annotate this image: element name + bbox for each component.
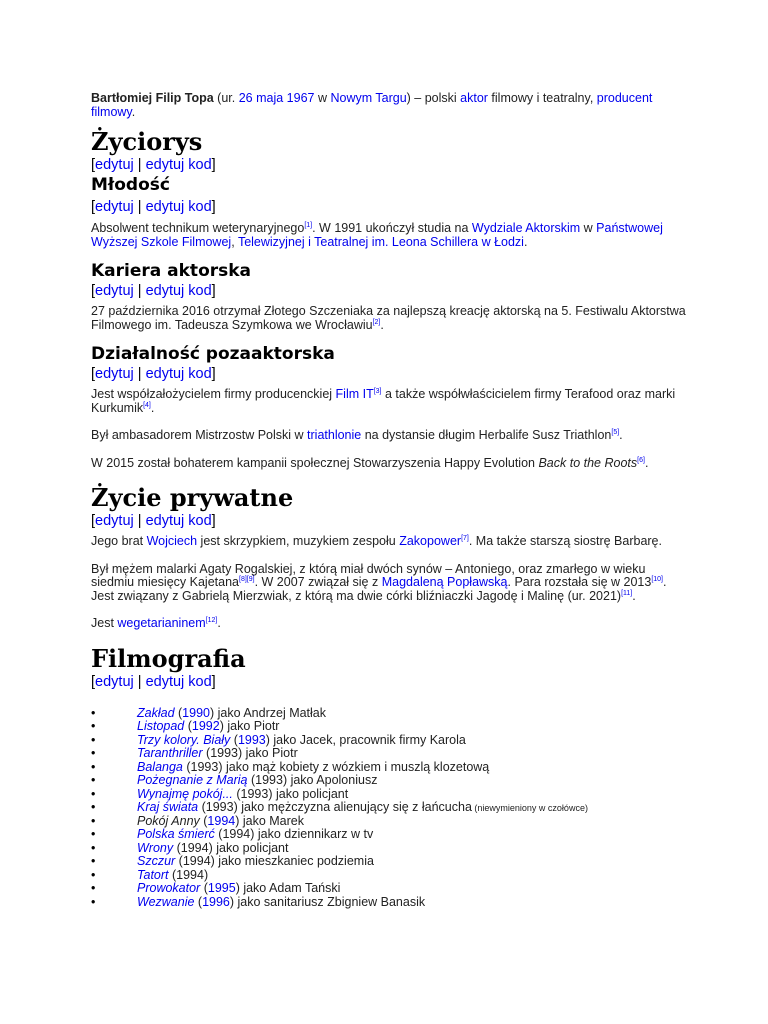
reference-link[interactable]: [10] <box>651 575 664 583</box>
reference-link[interactable]: [1] <box>304 221 313 229</box>
intro-paragraph: Bartłomiej Filip Topa (ur. 26 maja 1967 w Nowym Targu) – polski aktor filmowy i teatralny, producent filmowy. <box>91 91 653 119</box>
bullet-icon: • <box>91 854 96 868</box>
mlodosc-paragraph: Absolwent technikum weterynaryjnego[1]. W 1991 ukończył studia na Wydziale Aktorskim w Państwowej Wyższej Szkole Filmowej, Telewizyjnej i Teatralnej im. Leona Schillera w Łodzi. <box>91 221 663 249</box>
film-year: 1993 <box>205 800 234 814</box>
film-role: ) jako Adam Tański <box>235 881 341 895</box>
subsection-heading-kariera: Kariera aktorska <box>91 261 252 281</box>
film-title-link[interactable]: Tatort <box>137 867 169 882</box>
bullet-icon: • <box>91 719 96 733</box>
film-year-link[interactable]: 1994 <box>207 813 236 828</box>
wegetarianin-link[interactable]: wegetarianinem <box>117 616 206 630</box>
film-title-link[interactable]: Wrony <box>137 840 174 855</box>
article-subject-name: Bartłomiej Filip Topa <box>91 91 214 105</box>
edit-code-link[interactable]: edytuj kod <box>145 199 212 215</box>
edit-links: [edytuj | edytuj kod] <box>91 283 216 299</box>
film-list-item: • Listopad (1992) jako Piotr <box>91 719 280 733</box>
section-heading-zyciorys: Życiorys <box>91 127 203 156</box>
edit-code-link[interactable]: edytuj kod <box>145 673 212 690</box>
reference-link[interactable]: [5] <box>611 428 620 436</box>
subsection-heading-mlodosc: Młodość <box>91 175 170 195</box>
film-year: 1993 <box>240 786 269 801</box>
film-list-item: • Szczur (1994) jako mieszkaniec podziemia <box>91 854 374 868</box>
film-list-item: • Trzy kolory. Biały (1993) jako Jacek, pracownik firmy Karola <box>91 732 466 747</box>
film-list-item: • Wynajmę pokój... (1993) jako policjant <box>91 786 349 801</box>
film-year: 1994 <box>176 867 204 882</box>
film-list-item: • Wezwanie (1996) jako sanitariusz Zbigniew Banasik <box>91 894 426 909</box>
film-title: Pokój Anny <box>137 813 200 828</box>
edit-code-link[interactable]: edytuj kod <box>145 513 212 529</box>
film-year: 1993 <box>190 759 219 774</box>
magdalena-poplawska-link[interactable]: Magdaleną Popławską <box>381 575 508 589</box>
edit-links: [edytuj | edytuj kod] <box>91 157 216 173</box>
film-year-link[interactable]: 1993 <box>237 732 266 747</box>
edit-link[interactable]: edytuj <box>95 366 134 382</box>
film-title-link[interactable]: Balanga <box>137 759 183 774</box>
film-list-item: • Pożegnanie z Marią (1993) jako Apoloniusz <box>91 773 378 787</box>
wojciech-link[interactable]: Wojciech <box>146 534 198 548</box>
edit-code-link[interactable]: edytuj kod <box>145 283 212 299</box>
reference-link[interactable]: [11] <box>621 589 633 597</box>
edit-links: [edytuj | edytuj kod] <box>91 673 216 690</box>
dzialalnosc-paragraph-2: Był ambasadorem Mistrzostw Polski w triathlonie na dystansie długim Herbalife Susz Triathlon[5]. <box>91 428 623 442</box>
edit-link[interactable]: edytuj <box>95 513 134 529</box>
pwsftvit-link[interactable]: Państwowej Wyższej Szkole Filmowej <box>91 221 663 249</box>
birth-place-link[interactable]: Nowym Targu <box>330 91 407 105</box>
film-year-link[interactable]: 1995 <box>207 881 236 895</box>
film-title-link[interactable]: Prowokator <box>137 881 201 895</box>
birth-date-link[interactable]: 26 maja 1967 <box>238 91 315 105</box>
kariera-paragraph: 27 października 2016 otrzymał Złotego Szczeniaka za najlepszą kreację aktorską na 5. Festiwalu Aktorstwa Filmowego im. Tadeusza Szymkowa we Wrocławiu[2]. <box>91 304 686 332</box>
triathlon-link[interactable]: triathlonie <box>307 428 362 442</box>
film-title-link[interactable]: Trzy kolory. Biały <box>137 732 231 747</box>
film-year: 1994 <box>222 827 251 841</box>
edit-links: [edytuj | edytuj kod] <box>91 513 216 529</box>
film-year-link[interactable]: 1990 <box>182 705 210 720</box>
dzialalnosc-paragraph-1: Jest współzałożycielem firmy producenckiej Film IT[3] a także współwłaścicielem firmy Terafood oraz marki Kurkumik[4]. <box>91 387 676 415</box>
film-list-item: • Wrony (1994) jako policjant <box>91 840 289 855</box>
film-title-link[interactable]: Wynajmę pokój... <box>137 786 233 801</box>
film-title-link[interactable]: Pożegnanie z Marią <box>137 773 248 787</box>
reference-link[interactable]: [4] <box>143 401 151 409</box>
edit-link[interactable]: edytuj <box>95 157 134 173</box>
film-role: ) jako sanitariusz Zbigniew Banasik <box>229 894 426 909</box>
film-role: ) jako mieszkaniec podziemia <box>210 854 374 868</box>
film-list-item: • Balanga (1993) jako mąż kobiety z wózkiem i muszlą klozetową <box>91 759 490 774</box>
film-note: (niewymieniony w czołówce) <box>471 803 588 813</box>
film-year-link[interactable]: 1992 <box>191 719 220 733</box>
reference-link[interactable]: [7] <box>461 534 469 542</box>
film-list-item: • Kraj świata (1993) jako mężczyzna alienujący się z łańcucha (niewymieniony w czołówce) <box>91 800 588 814</box>
film-title-link[interactable]: Listopad <box>137 719 185 733</box>
film-title-link[interactable]: Taranthriller <box>137 746 203 760</box>
zycie-paragraph-2: Był mężem malarki Agaty Rogalskiej, z którą miał dwóch synów – Antoniego, oraz zmarłego w wieku siedmiu miesięcy Kajetana[8][9]. W 2007 związał się z Magdaleną Popławską. Para rozstała się w 2013[10]. Jest związany z Gabrielą Mierzwiak, z którą ma dwie córki bliźniaczki Jagodę i Malinę (ur. 2021)[11]. <box>91 561 667 603</box>
section-heading-filmografia: Filmografia <box>91 643 246 673</box>
film-year: 1993 <box>210 746 238 760</box>
zycie-paragraph-1: Jego brat Wojciech jest skrzypkiem, muzykiem zespołu Zakopower[7]. Ma także starszą siostrę Barbarę. <box>91 534 662 548</box>
film-list-item: • Prowokator (1995) jako Adam Tański <box>91 881 341 895</box>
bullet-icon: • <box>91 759 96 774</box>
bullet-icon: • <box>91 867 96 882</box>
bullet-icon: • <box>91 800 96 814</box>
film-role: ) jako Piotr <box>238 746 298 760</box>
film-role: ) jako dziennikarz w tv <box>250 827 374 841</box>
film-year: 1994 <box>182 854 211 868</box>
film-list-item: • Polska śmierć (1994) jako dziennikarz w tv <box>91 827 374 841</box>
edit-code-link[interactable]: edytuj kod <box>145 366 212 382</box>
film-role: ) jako Piotr <box>219 719 280 733</box>
film-list-item: • Taranthriller (1993) jako Piotr <box>91 746 298 760</box>
film-role: ) jako Jacek, pracownik firmy Karola <box>265 732 466 747</box>
film-list-item: • Zakład (1990) jako Andrzej Matłak <box>91 705 327 720</box>
article-content <box>91 92 691 909</box>
bullet-icon: • <box>91 746 96 760</box>
bullet-icon: • <box>91 786 96 801</box>
wydzial-aktorski-link[interactable]: Wydziale Aktorskim <box>471 221 581 235</box>
film-title-link[interactable]: Wezwanie <box>137 894 195 909</box>
film-year-link[interactable]: 1996 <box>202 894 230 909</box>
bullet-icon: • <box>91 705 96 720</box>
bullet-icon: • <box>91 881 96 895</box>
film-list-item: • Pokój Anny (1994) jako Marek <box>91 813 305 828</box>
edit-link[interactable]: edytuj <box>95 199 134 215</box>
producent-link[interactable]: producent filmowy <box>91 91 653 119</box>
bullet-icon: • <box>91 827 96 841</box>
reference-link[interactable]: [3] <box>373 387 382 395</box>
film-title-link[interactable]: Szczur <box>137 854 176 868</box>
aktor-link[interactable]: aktor <box>460 91 488 105</box>
reference-link[interactable]: [12] <box>205 616 218 624</box>
film-role: ) jako mężczyzna alienujący się z łańcucha <box>233 800 472 814</box>
film-role: ) jako mąż kobiety z wózkiem i muszlą klozetową <box>218 759 490 774</box>
section-heading-zycie-prywatne: Życie prywatne <box>91 483 294 512</box>
edit-code-link[interactable]: edytuj kod <box>145 157 212 173</box>
bullet-icon: • <box>91 773 96 787</box>
edit-link[interactable]: edytuj <box>95 283 134 299</box>
film-role: ) jako policjant <box>268 786 349 801</box>
reference-link[interactable]: [6] <box>637 456 645 464</box>
film-it-link[interactable]: Film IT <box>335 387 374 401</box>
edit-links: [edytuj | edytuj kod] <box>91 199 216 215</box>
film-title-link[interactable]: Kraj świata <box>137 800 199 814</box>
film-year: 1993 <box>255 773 283 787</box>
film-role: ) jako Marek <box>235 813 305 828</box>
film-role: ) jako Andrzej Matłak <box>209 705 327 720</box>
bullet-icon: • <box>91 813 96 828</box>
bullet-icon: • <box>91 840 96 855</box>
film-title-link[interactable]: Zakład <box>137 705 175 720</box>
dzialalnosc-paragraph-3: W 2015 został bohaterem kampanii społecznej Stowarzyszenia Happy Evolution Back to the Roots[6]. <box>91 455 649 470</box>
film-year: 1994 <box>180 840 209 855</box>
film-role: ) jako policjant <box>208 840 289 855</box>
film-role: ) <box>203 867 209 882</box>
reference-link[interactable]: [2] <box>372 318 381 326</box>
film-role: ) jako Apoloniusz <box>282 773 378 787</box>
edit-links: [edytuj | edytuj kod] <box>91 366 216 382</box>
edit-link[interactable]: edytuj <box>95 673 134 690</box>
leon-schiller-link[interactable]: Telewizyjnej i Teatralnej im. Leona Schillera w Łodzi <box>237 234 524 249</box>
zakopower-link[interactable]: Zakopower <box>399 534 462 548</box>
filmography-list <box>91 707 691 910</box>
subsection-heading-dzialalnosc: Działalność pozaaktorska <box>91 344 335 364</box>
film-title-link[interactable]: Polska śmierć <box>137 827 215 841</box>
reference-link[interactable]: [8][9] <box>239 575 255 583</box>
film-list-item: • Tatort (1994) <box>91 867 209 882</box>
zycie-paragraph-3: Jest wegetarianinem[12]. <box>91 616 221 630</box>
bullet-icon: • <box>91 894 96 909</box>
bullet-icon: • <box>91 732 96 747</box>
